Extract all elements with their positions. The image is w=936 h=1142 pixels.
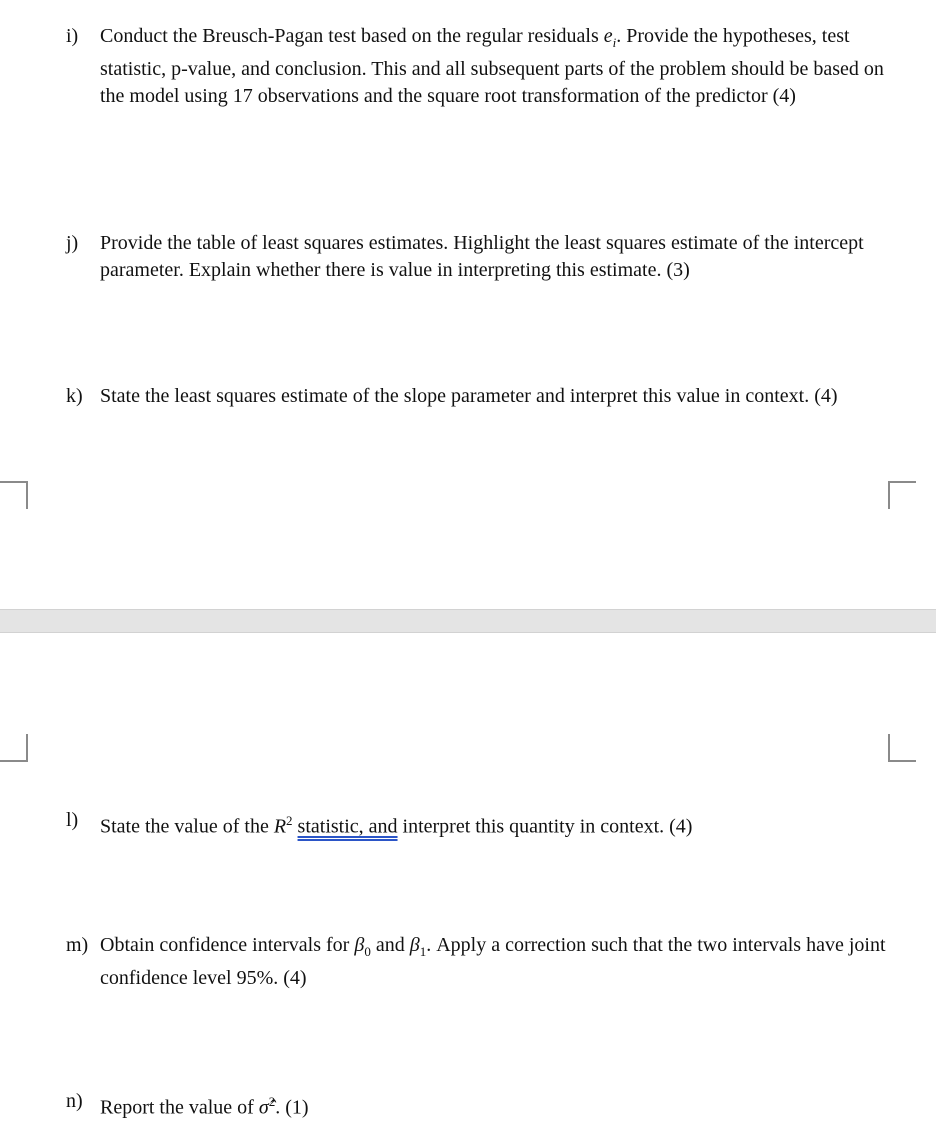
beta1-symbol: β xyxy=(409,934,420,956)
text-segment: Conduct the Breusch-Pagan test based on the regular residuals xyxy=(100,25,604,47)
r-squared-symbol: R xyxy=(273,815,287,838)
residual-symbol: e xyxy=(603,25,613,47)
question-text xyxy=(100,932,896,992)
text-segment: . Provide the hypotheses, test statistic, p-value, and conclusion. This and all subsequent parts of the problem should be based on the model using 17 observations and the square root transformation of the predictor (4) xyxy=(100,25,884,107)
question-label: l) xyxy=(66,809,79,831)
page-separator xyxy=(0,609,936,633)
text-segment: Report the value of xyxy=(100,1096,259,1119)
beta0-subscript: 0 xyxy=(364,944,371,959)
beta0-symbol: β xyxy=(354,934,365,956)
question-label: i) xyxy=(66,25,79,47)
text-segment: Obtain confidence intervals for xyxy=(100,934,355,956)
crop-mark-top-right xyxy=(888,481,916,509)
residual-subscript: i xyxy=(612,35,617,50)
question-label: n) xyxy=(66,1090,83,1112)
text-segment: . (1) xyxy=(275,1096,309,1119)
spellcheck-underlined-text[interactable]: statistic, and xyxy=(297,815,398,838)
question-text: Provide the table of least squares estimates. Highlight the least squares estimate of the intercept parameter. Explain whether there is value in interpreting this estimate. (3) xyxy=(100,232,864,281)
question-label: k) xyxy=(66,385,83,407)
text-segment: State the value of the xyxy=(100,815,274,838)
crop-mark-bottom-right xyxy=(888,734,916,762)
beta1-subscript: 1 xyxy=(419,944,427,959)
sigma-hat-exponent: 2 xyxy=(268,1094,276,1109)
document-page-2 xyxy=(0,633,936,1142)
crop-mark-bottom-left xyxy=(0,734,28,762)
sigma-hat-symbol: σ̂ xyxy=(258,1096,269,1119)
question-text xyxy=(100,807,896,841)
text-segment: and xyxy=(370,934,410,956)
text-segment: . Apply a correction such that the two intervals have joint confidence level 95%. (4) xyxy=(100,934,886,989)
question-label: m) xyxy=(66,934,89,956)
question-text: State the least squares estimate of the slope parameter and interpret this value in context. (4) xyxy=(100,385,838,407)
crop-mark-top-left xyxy=(0,481,28,509)
question-text xyxy=(100,23,896,110)
text-segment: interpret this quantity in context. (4) xyxy=(397,815,693,838)
r-squared-exponent: 2 xyxy=(286,813,293,828)
question-text xyxy=(100,1088,896,1122)
question-label: j) xyxy=(66,232,79,254)
